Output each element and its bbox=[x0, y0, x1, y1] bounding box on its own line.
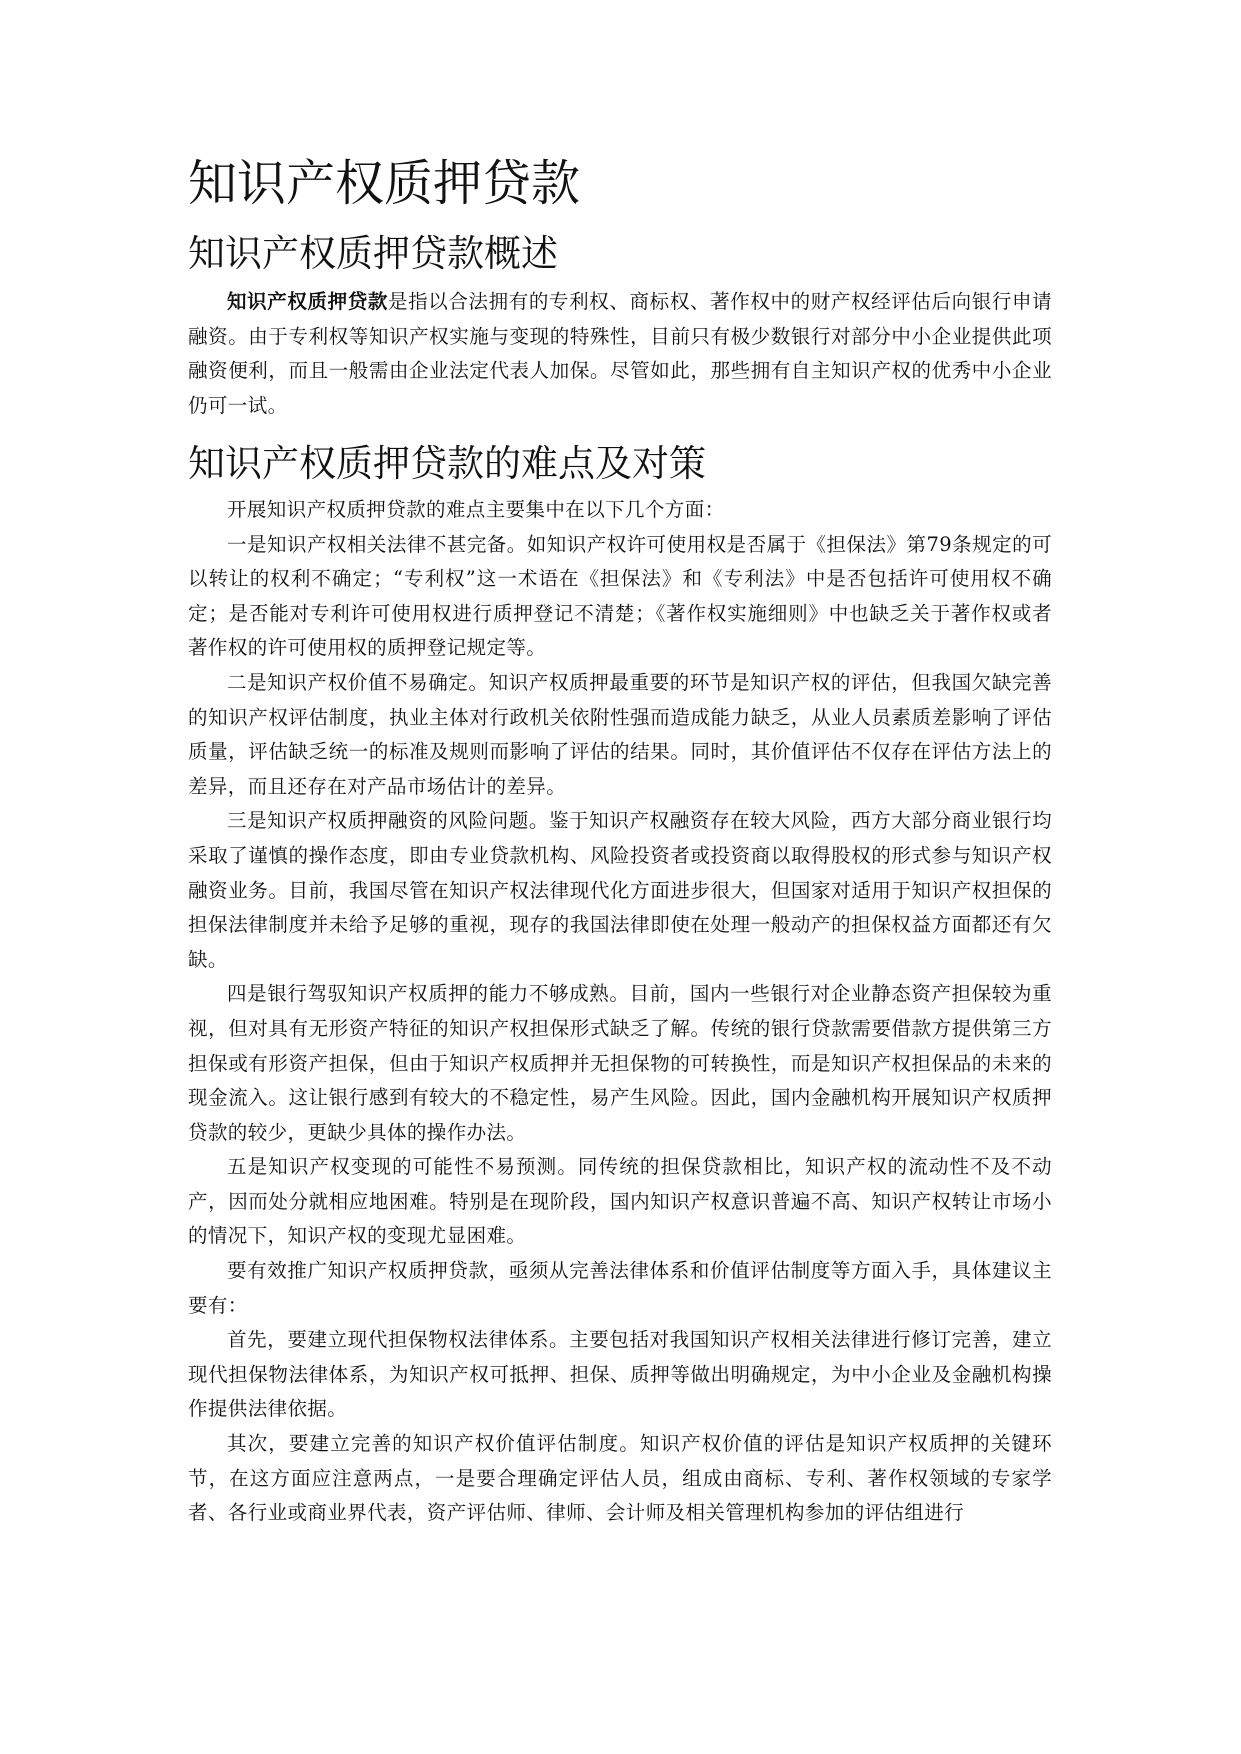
section-heading-difficulties: 知识产权质押贷款的难点及对策 bbox=[188, 442, 706, 485]
paragraph-suggestions-intro: 要有效推广知识产权质押贷款，亟须从完善法律体系和价值评估制度等方面入手，具体建议主要有： bbox=[188, 1259, 1052, 1317]
paragraph-point-1: 一是知识产权相关法律不甚完备。如知识产权许可使用权是否属于《担保法》第79条规定的可以转让的权利不确定；“专利权”这一术语在《担保法》和《专利法》中是否包括许可使用权不确定；是否能对专利许可使用权进行质押登记不清楚；《著作权实施细则》中也缺乏关于著作权或者著作权的许可使用权的质押登记规定等。 bbox=[188, 532, 1052, 660]
paragraph-point-2: 二是知识产权价值不易确定。知识产权质押最重要的环节是知识产权的评估，但我国欠缺完善的知识产权评估制度，执业主体对行政机关依附性强而造成能力缺乏，从业人员素质差影响了评估质量，评估缺乏统一的标准及规则而影响了评估的结果。同时，其价值评估不仅存在评估方法上的差异，而且还存在对产品市场估计的差异。 bbox=[188, 670, 1052, 798]
key-term: 知识产权质押贷款 bbox=[227, 290, 389, 313]
paragraph-point-5: 五是知识产权变现的可能性不易预测。同传统的担保贷款相比，知识产权的流动性不及不动产，因而处分就相应地困难。特别是在现阶段，国内知识产权意识普遍不高、知识产权转让市场小的情况下，知识产权的变现尤显困难。 bbox=[188, 1155, 1052, 1248]
paragraph-intro: 开展知识产权质押贷款的难点主要集中在以下几个方面： bbox=[227, 498, 725, 521]
section-heading-overview: 知识产权质押贷款概述 bbox=[188, 232, 558, 275]
section-difficulties-body bbox=[188, 493, 1052, 1531]
paragraph-suggestion-2: 其次，要建立完善的知识产权价值评估制度。知识产权价值的评估是知识产权质押的关键环节，在这方面应注意两点，一是要合理确定评估人员，组成由商标、专利、著作权领域的专家学者、各行业或商业界代表，资产评估师、律师、会计师及相关管理机构参加的评估组进行 bbox=[188, 1432, 1052, 1525]
paragraph-suggestion-1: 首先，要建立现代担保物权法律体系。主要包括对我国知识产权相关法律进行修订完善，建立现代担保物法律体系，为知识产权可抵押、担保、质押等做出明确规定，为中小企业及金融机构操作提供法律依据。 bbox=[188, 1328, 1052, 1421]
document-title: 知识产权质押贷款 bbox=[188, 155, 581, 212]
overview-paragraph-text: 是指以合法拥有的专利权、商标权、著作权中的财产权经评估后向银行申请融资。由于专利权等知识产权实施与变现的特殊性，目前只有极少数银行对部分中小企业提供此项融资便利，而且一般需由企业法定代表人加保。尽管如此，那些拥有自主知识产权的优秀中小企业仍可一试。 bbox=[188, 290, 1053, 417]
paragraph-point-4: 四是银行驾驭知识产权质押的能力不够成熟。目前，国内一些银行对企业静态资产担保较为重视，但对具有无形资产特征的知识产权担保形式缺乏了解。传统的银行贷款需要借款方提供第三方担保或有形资产担保，但由于知识产权质押并无担保物的可转换性，而是知识产权担保品的未来的现金流入。这让银行感到有较大的不稳定性，易产生风险。因此，国内金融机构开展知识产权质押贷款的较少，更缺少具体的操作办法。 bbox=[188, 982, 1052, 1144]
overview-paragraph bbox=[188, 285, 1052, 423]
paragraph-point-3: 三是知识产权质押融资的风险问题。鉴于知识产权融资存在较大风险，西方大部分商业银行均采取了谨慎的操作态度，即由专业贷款机构、风险投资者或投资商以取得股权的形式参与知识产权融资业务。目前，我国尽管在知识产权法律现代化方面进步很大，但国家对适用于知识产权担保的担保法律制度并未给予足够的重视，现存的我国法律即使在处理一般动产的担保权益方面都还有欠缺。 bbox=[188, 809, 1052, 971]
section-overview-body bbox=[188, 285, 1052, 423]
